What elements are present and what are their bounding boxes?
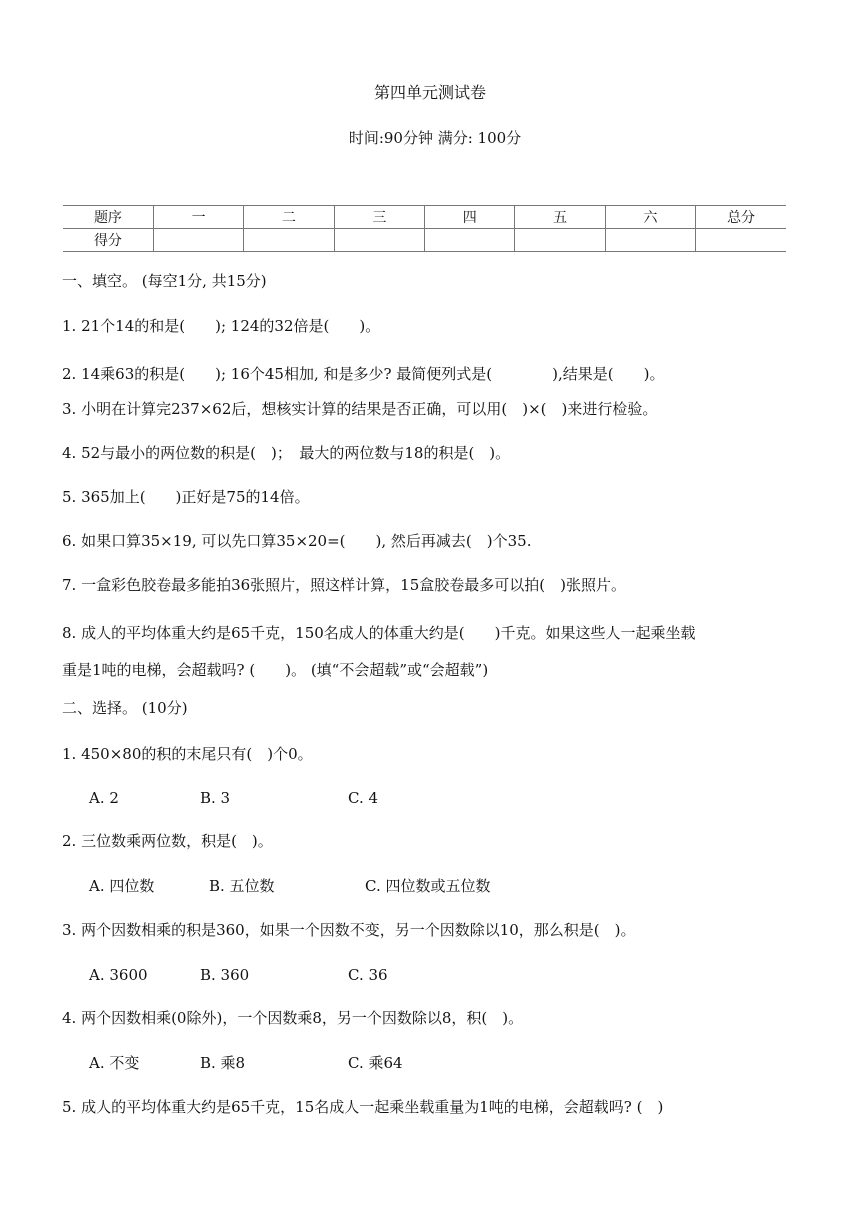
question-2-1: 1. 450×80的积的末尾只有( )个0。 — [62, 745, 313, 763]
question-2-4: 4. 两个因数相乘(0除外)，一个因数乘8，另一个因数除以8，积( )。 — [62, 1009, 524, 1027]
score-cell-header: 二 — [244, 206, 334, 229]
option-b: B. 五位数 — [209, 877, 275, 895]
page-title: 第四单元测试卷 — [373, 83, 486, 102]
score-cell-blank — [153, 229, 243, 252]
option-a: A. 2 — [89, 789, 119, 807]
option-b: B. 360 — [200, 966, 250, 984]
score-cell-blank — [425, 229, 515, 252]
score-cell-header: 总分 — [696, 206, 786, 229]
score-cell-header: 六 — [605, 206, 695, 229]
question-1-8-line-2: 重是1吨的电梯，会超载吗? ( )。 (填“不会超载”或“会超载”) — [62, 661, 489, 679]
option-b: B. 乘8 — [200, 1054, 246, 1072]
score-table — [63, 205, 786, 252]
question-2-2: 2. 三位数乘两位数，积是( )。 — [62, 832, 273, 850]
question-1-6: 6. 如果口算35×19, 可以先口算35×20=( ), 然后再减去( )个35. — [62, 532, 532, 550]
score-cell-blank — [515, 229, 605, 252]
question-1-7: 7. 一盒彩色胶卷最多能拍36张照片，照这样计算，15盒胶卷最多可以拍( )张照片。 — [62, 576, 626, 594]
section-2-heading: 二、选择。 (10分) — [62, 699, 188, 717]
question-1-5: 5. 365加上( )正好是75的14倍。 — [62, 488, 310, 506]
score-table-score-row — [63, 229, 786, 252]
score-cell-blank — [244, 229, 334, 252]
score-cell-blank — [696, 229, 786, 252]
question-2-5: 5. 成人的平均体重大约是65千克，15名成人一起乘坐载重量为1吨的电梯，会超载吗? ( ) — [62, 1098, 664, 1116]
option-b: B. 3 — [200, 789, 231, 807]
score-cell-header: 三 — [334, 206, 424, 229]
option-c: C. 36 — [348, 966, 388, 984]
score-table-header-row — [63, 206, 786, 229]
question-1-1: 1. 21个14的和是( ); 124的32倍是( )。 — [62, 317, 381, 335]
section-1-heading: 一、填空。 (每空1分, 共15分) — [62, 272, 267, 290]
score-cell-header: 五 — [515, 206, 605, 229]
score-cell-header: 一 — [153, 206, 243, 229]
exam-time-score: 时间:90分钟 满分: 100分 — [348, 129, 522, 147]
score-cell-blank — [334, 229, 424, 252]
score-cell-header: 四 — [425, 206, 515, 229]
question-1-8-line-1: 8. 成人的平均体重大约是65千克，150名成人的体重大约是( )千克。如果这些人一起乘坐载 — [62, 624, 696, 642]
question-1-3: 3. 小明在计算完237×62后，想核实计算的结果是否正确，可以用( )×( )来进行检验。 — [62, 400, 658, 418]
option-c: C. 乘64 — [348, 1054, 403, 1072]
option-a: A. 3600 — [89, 966, 148, 984]
option-a: A. 四位数 — [89, 877, 155, 895]
option-a: A. 不变 — [89, 1054, 140, 1072]
question-1-2: 2. 14乘63的积是( ); 16个45相加, 和是多少? 最简便列式是( ),结果是( )。 — [62, 365, 665, 383]
score-cell-blank — [605, 229, 695, 252]
question-1-4: 4. 52与最小的两位数的积是( )； 最大的两位数与18的积是( )。 — [62, 444, 511, 462]
option-c: C. 四位数或五位数 — [365, 877, 491, 895]
option-c: C. 4 — [348, 789, 379, 807]
question-2-3: 3. 两个因数相乘的积是360，如果一个因数不变，另一个因数除以10，那么积是( )。 — [62, 921, 636, 939]
score-cell-label: 题序 — [63, 206, 153, 229]
score-cell-label: 得分 — [63, 229, 153, 252]
